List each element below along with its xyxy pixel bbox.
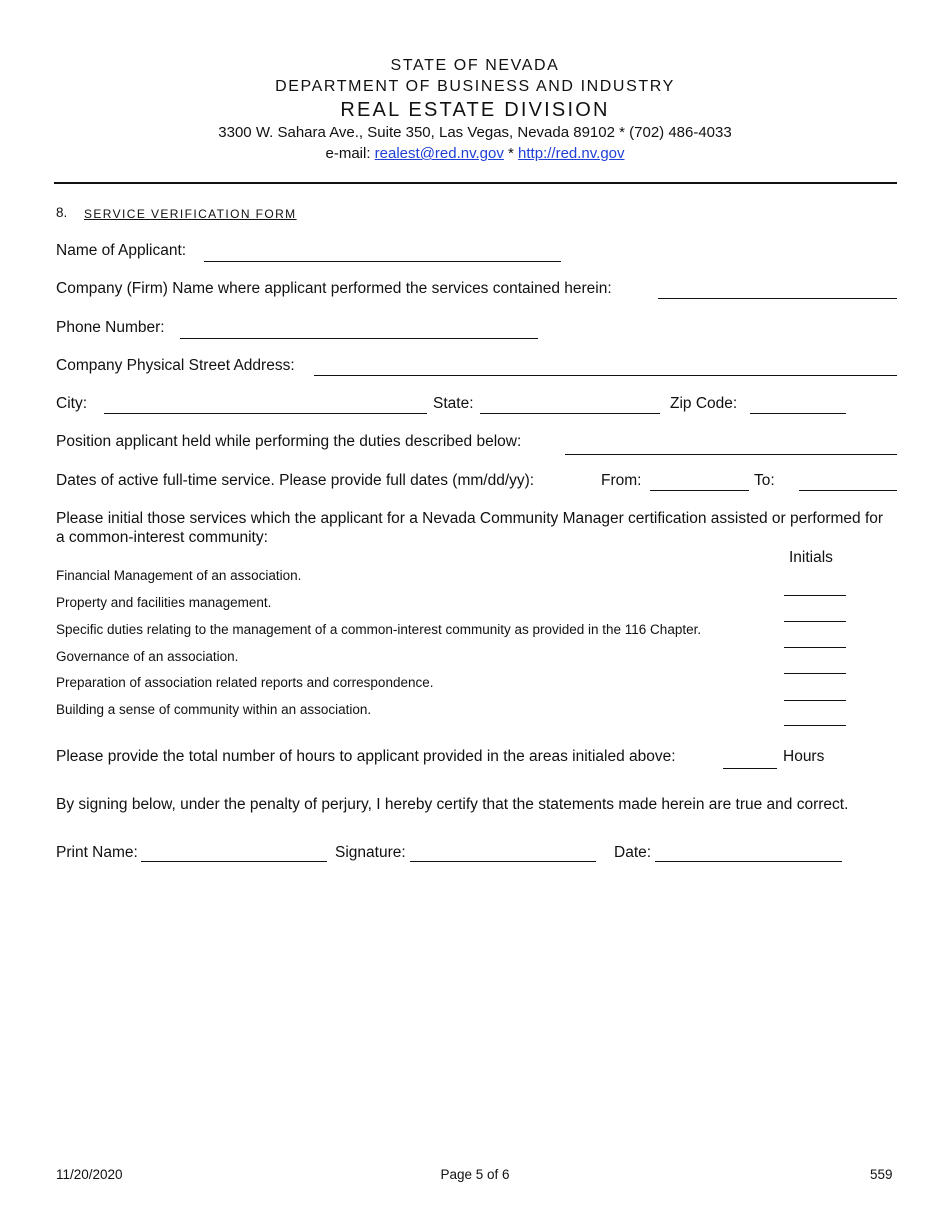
initials-field[interactable] [784, 700, 846, 701]
phone-label: Phone Number: [56, 319, 165, 336]
website-link[interactable]: http://red.nv.gov [518, 145, 625, 162]
hours-field[interactable] [723, 768, 777, 769]
separator: * [508, 145, 514, 162]
email-link[interactable]: realest@red.nv.gov [374, 145, 504, 162]
service-item: Building a sense of community within an association. [56, 702, 372, 717]
initials-header: Initials [789, 549, 833, 566]
company-name-field[interactable] [658, 298, 897, 299]
position-field[interactable] [565, 454, 897, 455]
state-label: State: [433, 395, 474, 412]
department-heading: DEPARTMENT OF BUSINESS AND INDUSTRY [275, 78, 675, 95]
zip-field[interactable] [750, 413, 846, 414]
print-name-label: Print Name: [56, 844, 138, 861]
to-date-field[interactable] [799, 490, 897, 491]
state-heading: STATE OF NEVADA [390, 57, 560, 74]
section-number: 8. [56, 205, 68, 220]
phone-field[interactable] [180, 338, 538, 339]
service-item: Property and facilities management. [56, 595, 272, 610]
service-item: Specific duties relating to the management of a common-interest community as provided in the 116 Chapter. [56, 622, 702, 637]
city-field[interactable] [104, 413, 427, 414]
dates-label: Dates of active full-time service. Please provide full dates (mm/dd/yy): [56, 472, 535, 489]
services-intro-line1: Please initial those services which the applicant for a Nevada Community Manager certification assisted or performed for [56, 510, 884, 527]
services-intro-line2: a common-interest community: [56, 529, 268, 546]
header-divider [54, 182, 897, 184]
address-line: 3300 W. Sahara Ave., Suite 350, Las Vegas, Nevada 89102 * (702) 486-4033 [218, 124, 732, 141]
section-title: SERVICE VERIFICATION FORM [84, 207, 297, 221]
service-item: Governance of an association. [56, 649, 239, 664]
service-item: Financial Management of an association. [56, 568, 302, 583]
date-label: Date: [614, 844, 652, 861]
applicant-name-field[interactable] [204, 261, 561, 262]
state-field[interactable] [480, 413, 660, 414]
initials-field[interactable] [784, 595, 846, 596]
date-field[interactable] [655, 861, 842, 862]
contact-line [0, 145, 950, 162]
print-name-field[interactable] [141, 861, 327, 862]
initials-field[interactable] [784, 647, 846, 648]
initials-field[interactable] [784, 621, 846, 622]
applicant-name-label: Name of Applicant: [56, 242, 187, 259]
hours-label: Please provide the total number of hours to applicant provided in the areas initialed above: [56, 748, 676, 765]
initials-field[interactable] [784, 725, 846, 726]
city-label: City: [56, 395, 87, 412]
position-label: Position applicant held while performing the duties described below: [56, 433, 522, 450]
initials-field[interactable] [784, 673, 846, 674]
footer-form-number: 559 [870, 1167, 893, 1182]
from-label: From: [601, 472, 642, 489]
service-item: Preparation of association related reports and correspondence. [56, 675, 434, 690]
to-label: To: [754, 472, 775, 489]
hours-unit: Hours [783, 748, 825, 765]
certification-statement: By signing below, under the penalty of perjury, I hereby certify that the statements made herein are true and correct. [56, 796, 849, 813]
street-address-field[interactable] [314, 375, 897, 376]
footer-date: 11/20/2020 [56, 1167, 123, 1182]
email-label: e-mail: [325, 145, 371, 162]
division-heading: REAL ESTATE DIVISION [340, 99, 610, 121]
footer-page: Page 5 of 6 [440, 1167, 510, 1182]
company-name-label: Company (Firm) Name where applicant performed the services contained herein: [56, 280, 612, 297]
zip-label: Zip Code: [670, 395, 738, 412]
street-address-label: Company Physical Street Address: [56, 357, 295, 374]
signature-label: Signature: [335, 844, 406, 861]
signature-field[interactable] [410, 861, 596, 862]
from-date-field[interactable] [650, 490, 749, 491]
